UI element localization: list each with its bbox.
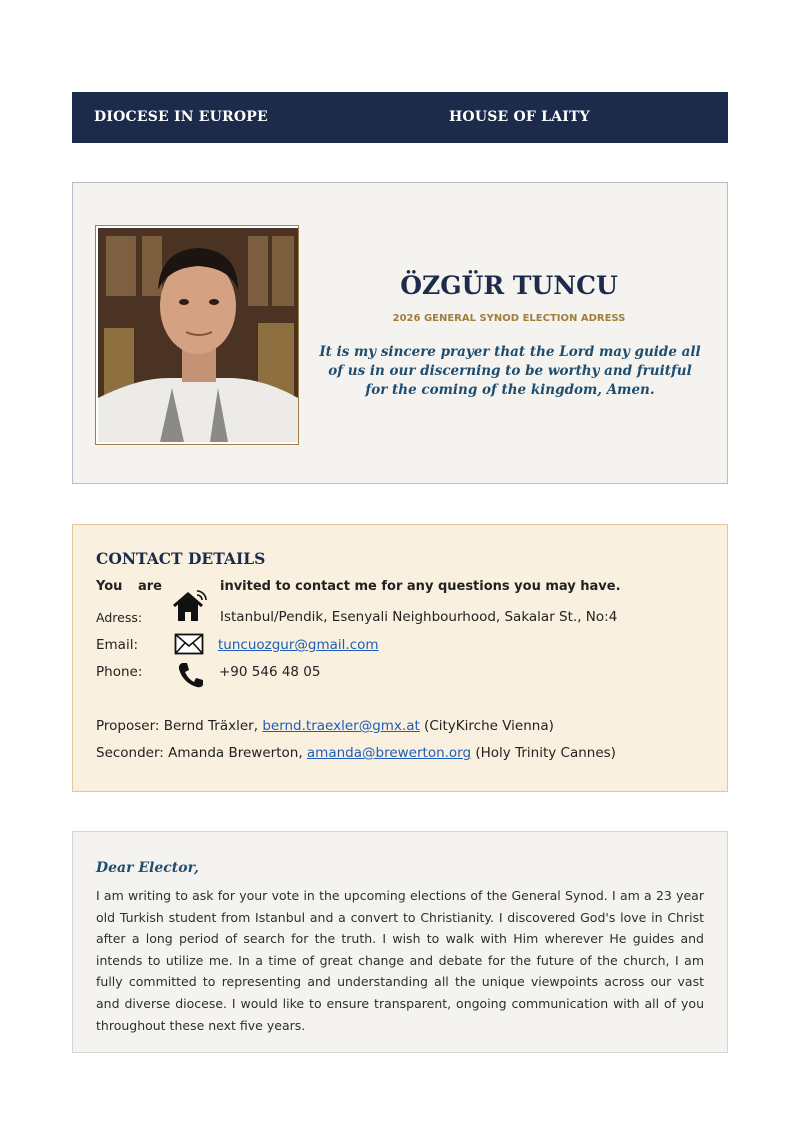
proposer-email-link[interactable]: bernd.traexler@gmx.at [262,718,420,734]
election-subtitle: 2026 GENERAL SYNOD ELECTION ADRESS [392,313,626,324]
proposer-church: (CityKirche Vienna) [419,718,554,734]
seconder-church: (Holy Trinity Cannes) [471,745,616,761]
contact-title: CONTACT DETAILS [96,549,266,568]
phone-label: Phone: [96,664,143,680]
envelope-icon [174,633,204,655]
portrait-photo [98,228,298,442]
intro-text: invited to contact me for any questions you may have. [220,579,621,594]
letter-greeting: Dear Elector, [96,860,199,876]
address-value: Istanbul/Pendik, Esenyali Neighbourhood, Sakalar St., No:4 [220,609,618,625]
prayer-quote: It is my sincere prayer that the Lord may guide all of us in our discerning to be worthy and fruitful for the coming of the kingdom, Amen. [319,344,701,398]
house-wifi-icon [171,589,209,623]
portrait-frame [95,225,299,445]
email-link[interactable]: tuncuozgur@gmail.com [218,637,379,653]
seconder-text: Seconder: Amanda Brewerton, [96,745,307,761]
diocese-label: DIOCESE IN EUROPE [94,109,268,125]
candidate-name: ÖZGÜR TUNCU [400,271,618,300]
seconder-email-link[interactable]: amanda@brewerton.org [306,745,472,761]
phone-value: +90 546 48 05 [219,664,321,680]
letter-section [72,831,728,1053]
proposer-line [96,718,554,734]
header-bar [72,92,728,143]
intro-word-are: are [138,579,163,594]
letter-body: I am writing to ask for your vote in the upcoming elections of the General Synod. I am a 23 year old Turkish student from Istanbul and a convert to Christianity. I discovered God's love in Christ after a long period of search for the truth. I wish to walk with Him wherever He guides and intends to utilize me. In a time of great change and debate for the future of the church, I am fully committed to representing and understanding all the unique viewpoints across our vast and diverse diocese. I would like to ensure transparent, ongoing communication with all of you throughout these next five years. [96,888,704,1033]
address-label: Adress: [96,610,143,625]
email-label: Email: [96,637,139,653]
profile-card [72,182,728,484]
intro-word-you: You [96,579,123,594]
proposer-text: Proposer: Bernd Träxler, [96,718,263,734]
house-label: HOUSE OF LAITY [449,109,590,125]
phone-icon [177,661,205,689]
contact-section [72,524,728,792]
seconder-line [96,745,616,761]
